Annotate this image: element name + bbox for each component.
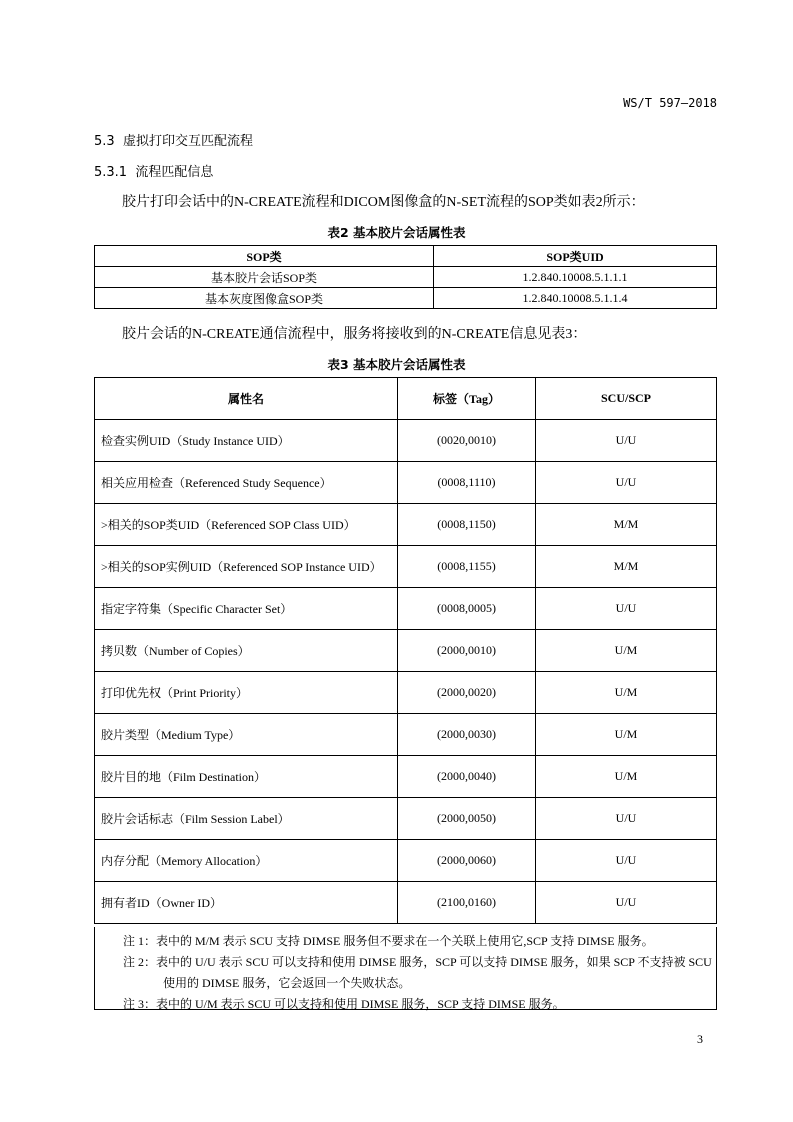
table-cell: >相关的SOP类UID（Referenced SOP Class UID）: [95, 504, 398, 546]
table-row: [95, 420, 717, 462]
table-cell: U/M: [536, 672, 717, 714]
table-cell: (0008,1150): [398, 504, 536, 546]
subsection-title: 流程匹配信息: [135, 165, 214, 180]
table3-notes: [94, 927, 717, 1010]
section-title: 虚拟打印交互匹配流程: [122, 134, 253, 149]
table-row: [95, 840, 717, 882]
table-row: [95, 714, 717, 756]
table-cell: 1.2.840.10008.5.1.1.4: [434, 288, 717, 309]
table-row: [95, 672, 717, 714]
table-cell: (0008,1155): [398, 546, 536, 588]
table-cell: 基本灰度图像盒SOP类: [95, 288, 434, 309]
table-cell: 相关应用检查（Referenced Study Sequence）: [95, 462, 398, 504]
page-number: 3: [697, 1032, 703, 1046]
table-cell: 基本胶片会话SOP类: [95, 267, 434, 288]
header-cell: 标签（Tag）: [398, 378, 536, 420]
section-number: 5.3: [94, 134, 115, 149]
table-cell: (2000,0010): [398, 630, 536, 672]
table-row: [95, 546, 717, 588]
table-cell: (2000,0060): [398, 840, 536, 882]
header-cell: SOP类UID: [434, 246, 717, 267]
subsection-heading: [94, 161, 213, 180]
subsection-number: 5.3.1: [94, 165, 128, 180]
table-cell: 打印优先权（Print Priority）: [95, 672, 398, 714]
header-cell: SOP类: [95, 246, 434, 267]
table-cell: (2000,0050): [398, 798, 536, 840]
table-cell: (2100,0160): [398, 882, 536, 924]
note-3: 注 3：表中的 U/M 表示 SCU 可以支持和使用 DIMSE 服务，SCP 支持 DIMSE 服务。: [123, 997, 565, 1011]
header-cell: 属性名: [95, 378, 398, 420]
table-cell: U/M: [536, 714, 717, 756]
table-cell: M/M: [536, 504, 717, 546]
table-row: [95, 462, 717, 504]
table-cell: (0008,1110): [398, 462, 536, 504]
note-2: 注 2：表中的 U/U 表示 SCU 可以支持和使用 DIMSE 服务，SCP 可以支持 DIMSE 服务，如果 SCP 不支持被 SCU: [123, 955, 712, 969]
table2-caption: 表2 基本胶片会话属性表: [327, 225, 466, 240]
table-cell: U/M: [536, 756, 717, 798]
note-1: 注 1：表中的 M/M 表示 SCU 支持 DIMSE 服务但不要求在一个关联上使用它,SCP 支持 DIMSE 服务。: [123, 934, 654, 948]
table-row: [95, 756, 717, 798]
table-row: [95, 504, 717, 546]
table-cell: 内存分配（Memory Allocation）: [95, 840, 398, 882]
table-cell: (2000,0030): [398, 714, 536, 756]
table-cell: 拥有者ID（Owner ID）: [95, 882, 398, 924]
table-cell: U/U: [536, 840, 717, 882]
table-cell: U/U: [536, 588, 717, 630]
table-row: [95, 798, 717, 840]
table-cell: 胶片会话标志（Film Session Label）: [95, 798, 398, 840]
document-number: WS/T 597—2018: [623, 96, 717, 110]
table-cell: (2000,0020): [398, 672, 536, 714]
table-cell: M/M: [536, 546, 717, 588]
table-row: [95, 630, 717, 672]
table-cell: U/U: [536, 882, 717, 924]
table-cell: U/U: [536, 420, 717, 462]
table-row: [95, 267, 717, 288]
table-cell: U/M: [536, 630, 717, 672]
table-cell: 拷贝数（Number of Copies）: [95, 630, 398, 672]
paragraph-2: 胶片会话的N-CREATE通信流程中，服务将接收到的N-CREATE信息见表3：: [122, 327, 587, 342]
table-cell: 指定字符集（Specific Character Set）: [95, 588, 398, 630]
table-cell: (0008,0005): [398, 588, 536, 630]
table-cell: U/U: [536, 462, 717, 504]
table-row: [95, 882, 717, 924]
table-2: [94, 245, 717, 309]
table-row: [95, 288, 717, 309]
header-cell: SCU/SCP: [536, 378, 717, 420]
section-heading: [94, 130, 253, 149]
table-cell: U/U: [536, 798, 717, 840]
table-cell: 胶片类型（Medium Type）: [95, 714, 398, 756]
paragraph-1: 胶片打印会话中的N-CREATE流程和DICOM图像盒的N-SET流程的SOP类如表2所示：: [122, 195, 645, 210]
table-cell: (0020,0010): [398, 420, 536, 462]
table-header-row: [95, 378, 717, 420]
table3-caption: 表3 基本胶片会话属性表: [327, 357, 466, 372]
table-cell: >相关的SOP实例UID（Referenced SOP Instance UID）: [95, 546, 398, 588]
table-cell: (2000,0040): [398, 756, 536, 798]
table-cell: 胶片目的地（Film Destination）: [95, 756, 398, 798]
table-3: [94, 377, 717, 924]
table-row: [95, 588, 717, 630]
table-cell: 检查实例UID（Study Instance UID）: [95, 420, 398, 462]
table-header-row: [95, 246, 717, 267]
table-cell: 1.2.840.10008.5.1.1.1: [434, 267, 717, 288]
note-2-continued: 使用的 DIMSE 服务，它会返回一个失败状态。: [163, 976, 411, 990]
